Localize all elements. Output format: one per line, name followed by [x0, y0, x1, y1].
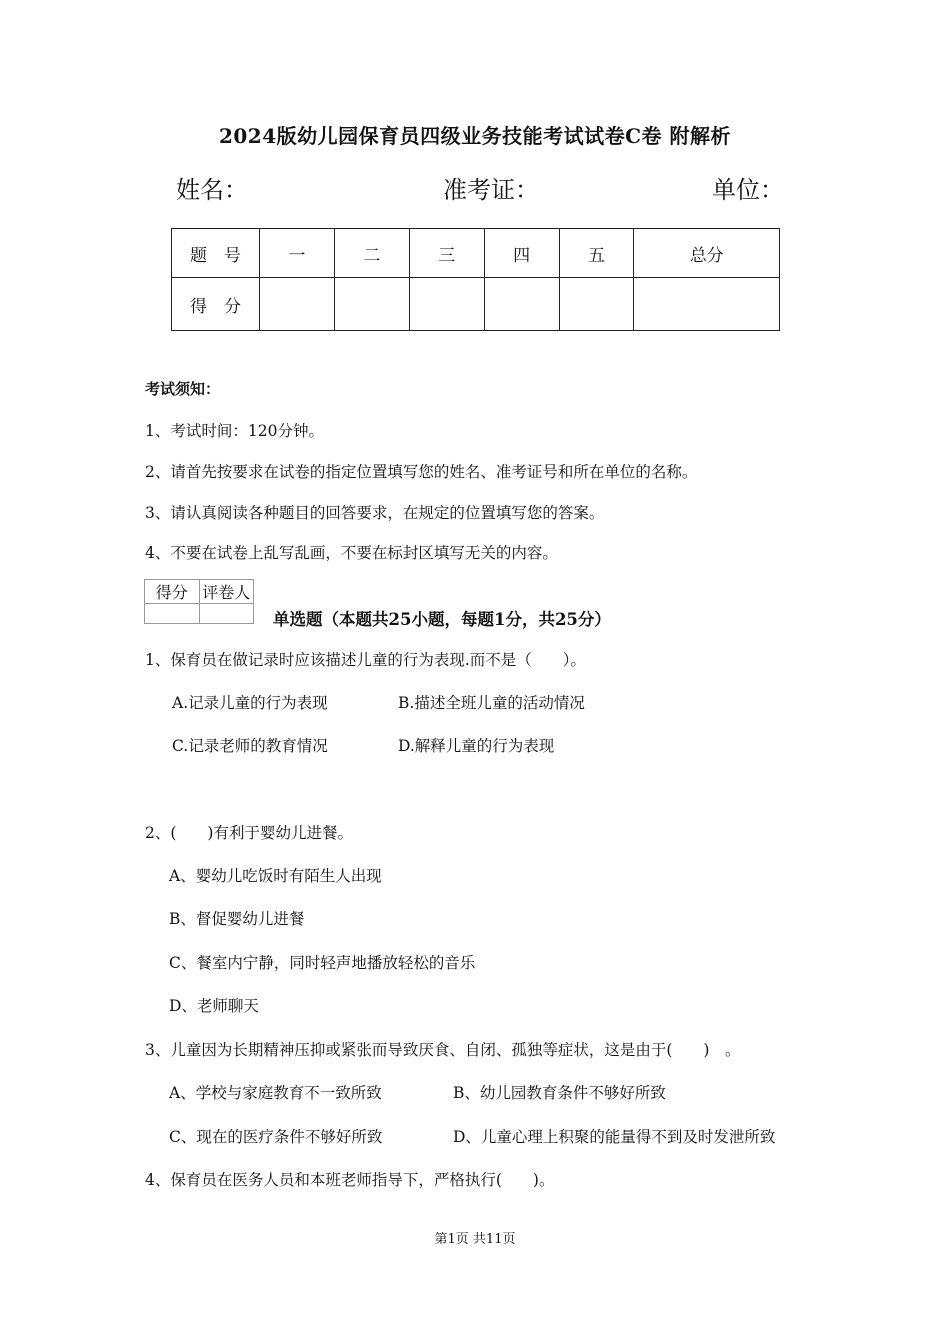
document-title: 2024版幼儿园保育员四级业务技能考试试卷C卷 附解析 [218, 124, 732, 148]
question-option[interactable]: D、老师聊天 [169, 997, 259, 1015]
score-header-cell: 二 [334, 229, 409, 278]
question-stem: 3、儿童因为长期精神压抑或紧张而导致厌食、自闭、孤独等症状，这是由于( ) 。 [145, 1041, 741, 1059]
score-input-cell[interactable] [484, 278, 559, 331]
score-input-cell[interactable] [334, 278, 409, 331]
question-option[interactable]: B.描述全班儿童的活动情况 [398, 694, 585, 712]
notice-item: 4、不要在试卷上乱写乱画，不要在标封区填写无关的内容。 [145, 544, 558, 562]
question-stem: 1、保育员在做记录时应该描述儿童的行为表现.而不是（ ）。 [145, 651, 587, 669]
grader-name-cell[interactable] [199, 604, 254, 624]
score-header-cell: 总分 [634, 229, 780, 278]
score-input-cell[interactable] [634, 278, 780, 331]
score-input-cell[interactable] [559, 278, 634, 331]
question-stem: 4、保育员在医务人员和本班老师指导下，严格执行( )。 [145, 1171, 555, 1189]
grader-box [144, 579, 254, 624]
question-stem: 2、( )有利于婴幼儿进餐。 [145, 824, 353, 842]
notice-item: 1、考试时间：120分钟。 [145, 422, 324, 440]
score-header-cell: 三 [409, 229, 484, 278]
section-heading: 单选题（本题共25小题，每题1分，共25分） [273, 610, 611, 629]
exam-id-label: 准考证： [443, 176, 539, 204]
name-label: 姓名： [176, 176, 248, 204]
score-header-cell: 五 [559, 229, 634, 278]
notice-item: 2、请首先按要求在试卷的指定位置填写您的姓名、准考证号和所在单位的名称。 [145, 463, 698, 481]
question-option[interactable]: D、儿童心理上积聚的能量得不到及时发泄所致 [453, 1128, 776, 1146]
question-option[interactable]: D.解释儿童的行为表现 [398, 737, 555, 755]
unit-label: 单位： [712, 176, 784, 204]
question-option[interactable]: B、督促婴幼儿进餐 [169, 910, 305, 928]
score-header-cell: 四 [484, 229, 559, 278]
score-input-cell[interactable] [409, 278, 484, 331]
score-header-cell: 一 [260, 229, 335, 278]
notice-item: 3、请认真阅读各种题目的回答要求，在规定的位置填写您的答案。 [145, 504, 605, 522]
question-option[interactable]: C、现在的医疗条件不够好所致 [169, 1128, 383, 1146]
question-option[interactable]: A、学校与家庭教育不一致所致 [169, 1084, 382, 1102]
grader-name-label: 评卷人 [199, 580, 254, 604]
score-header-cell: 题 号 [172, 229, 260, 278]
score-table-header-row [172, 229, 780, 278]
question-option[interactable]: A、婴幼儿吃饭时有陌生人出现 [169, 867, 382, 885]
question-option[interactable]: B、幼儿园教育条件不够好所致 [453, 1084, 666, 1102]
grader-score-cell[interactable] [145, 604, 200, 624]
question-option[interactable]: A.记录儿童的行为表现 [172, 694, 328, 712]
page-footer: 第1页 共11页 [434, 1232, 516, 1247]
score-input-cell[interactable] [260, 278, 335, 331]
grader-score-label: 得分 [145, 580, 200, 604]
notice-heading: 考试须知： [145, 380, 221, 398]
question-option[interactable]: C.记录老师的教育情况 [172, 737, 328, 755]
question-option[interactable]: C、餐室内宁静，同时轻声地播放轻松的音乐 [169, 954, 476, 972]
score-table-score-row [172, 278, 780, 331]
score-table [171, 228, 780, 331]
score-row-label: 得 分 [172, 278, 260, 331]
